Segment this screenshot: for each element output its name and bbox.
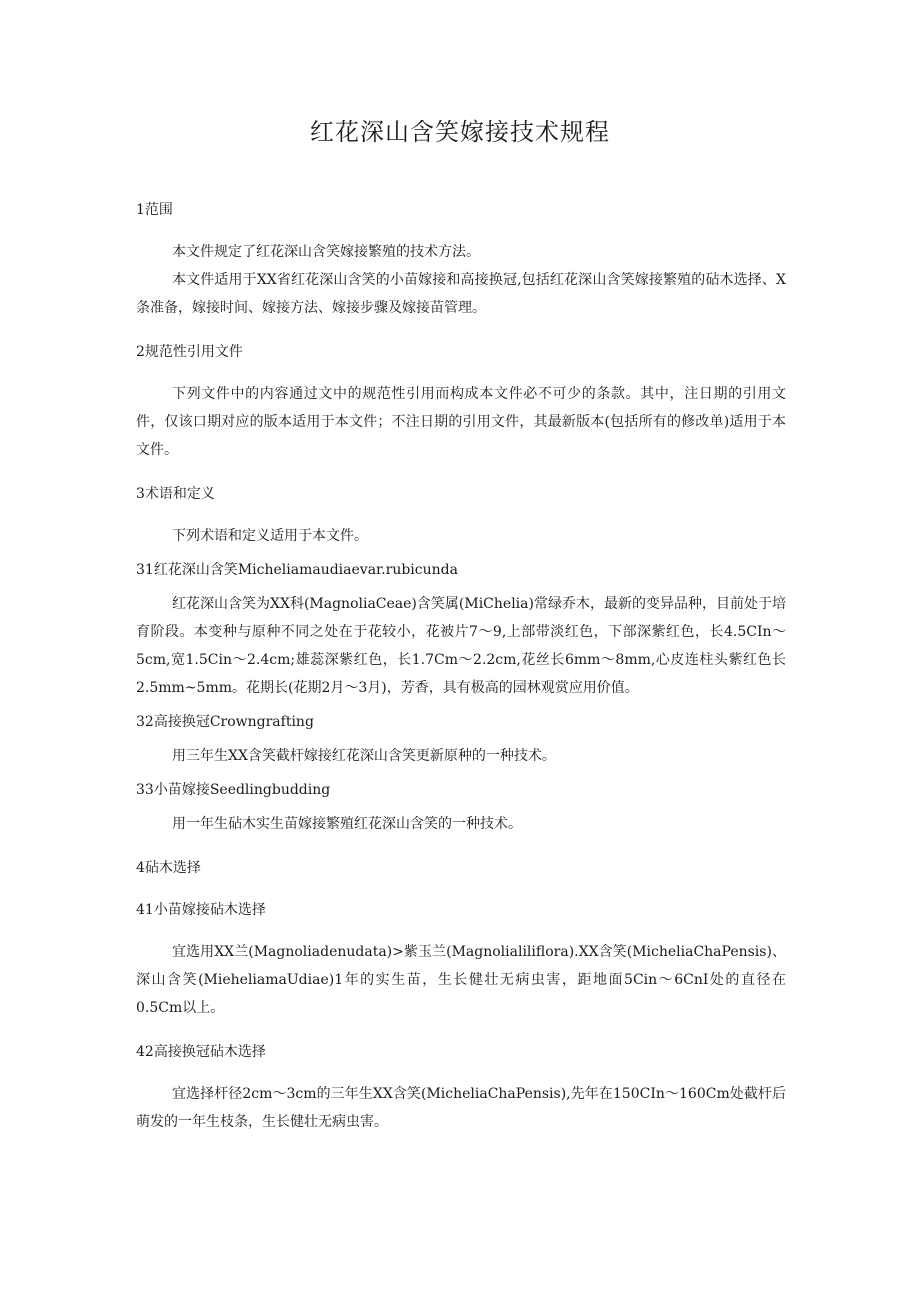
term-heading-3-3: 33小苗嫁接Seedlingbudding	[136, 782, 331, 798]
subsection-heading-4-1: 41小苗嫁接砧木选择	[136, 902, 266, 918]
section-heading-1: 1范围	[136, 202, 173, 218]
section-heading-4: 4砧木选择	[136, 860, 201, 876]
paragraph: 宜选择杆径2cm～3cm的三年生XX含笑(MicheliaChaPensis),先年在150CIn～160Cm处截杆后萌发的一年生枝条，生长健壮无病虫害。	[136, 1086, 786, 1130]
paragraph: 下列文件中的内容通过文中的规范性引用而构成本文件必不可少的条款。其中，注日期的引用文件，仅该口期对应的版本适用于本文件；不注日期的引用文件，其最新版本(包括所有的修改单)适用于本文件。	[136, 386, 786, 458]
paragraph: 本文件适用于XX省红花深山含笑的小苗嫁接和高接换冠,包括红花深山含笑嫁接繁殖的砧木选择、X条准备，嫁接时间、嫁接方法、嫁接步骤及嫁接苗管理。	[136, 272, 786, 316]
document-body	[136, 198, 786, 1136]
term-heading-3-1: 31红花深山含笑Micheliamaudiaevar.rubicunda	[136, 562, 458, 578]
paragraph: 用一年生砧木实生苗嫁接繁殖红花深山含笑的一种技术。	[172, 816, 522, 832]
paragraph: 下列术语和定义适用于本文件。	[172, 528, 368, 544]
document-title: 红花深山含笑嫁接技术规程	[310, 118, 610, 146]
paragraph: 用三年生XX含笑截杆嫁接红花深山含笑更新原种的一种技术。	[172, 748, 556, 764]
term-heading-3-2: 32高接换冠Crowngrafting	[136, 714, 314, 730]
subsection-heading-4-2: 42高接换冠砧木选择	[136, 1044, 266, 1060]
paragraph: 红花深山含笑为XX科(MagnoliaCeae)含笑属(MiChelia)常绿乔木，最新的变异品种，目前处于培育阶段。本变种与原种不同之处在于花较小，花被片7～9,上部带淡红色，下部深紫红色，长4.5CIn～5cm,宽1.5Cin～2.4cm;雄蕊深紫红色，长1.7Cm～2.2cm,花丝长6mm～8mm,心皮连柱头紫红色长2.5mm~5mm。花期长(花期2月～3月)，芳香，具有极高的园林观赏应用价值。	[136, 596, 786, 696]
section-heading-3: 3术语和定义	[136, 486, 215, 502]
section-heading-2: 2规范性引用文件	[136, 344, 243, 360]
paragraph: 宜选用XX兰(Magnoliadenudata)>紫玉兰(Magnolialiliflora).XX含笑(MicheliaChaPensis)、深山含笑(MieheliamaUdiae)1年的实生苗，生长健壮无病虫害，距地面5Cin～6CnI处的直径在0.5Cm以上。	[136, 944, 786, 1016]
paragraph: 本文件规定了红花深山含笑嫁接繁殖的技术方法。	[172, 244, 480, 260]
